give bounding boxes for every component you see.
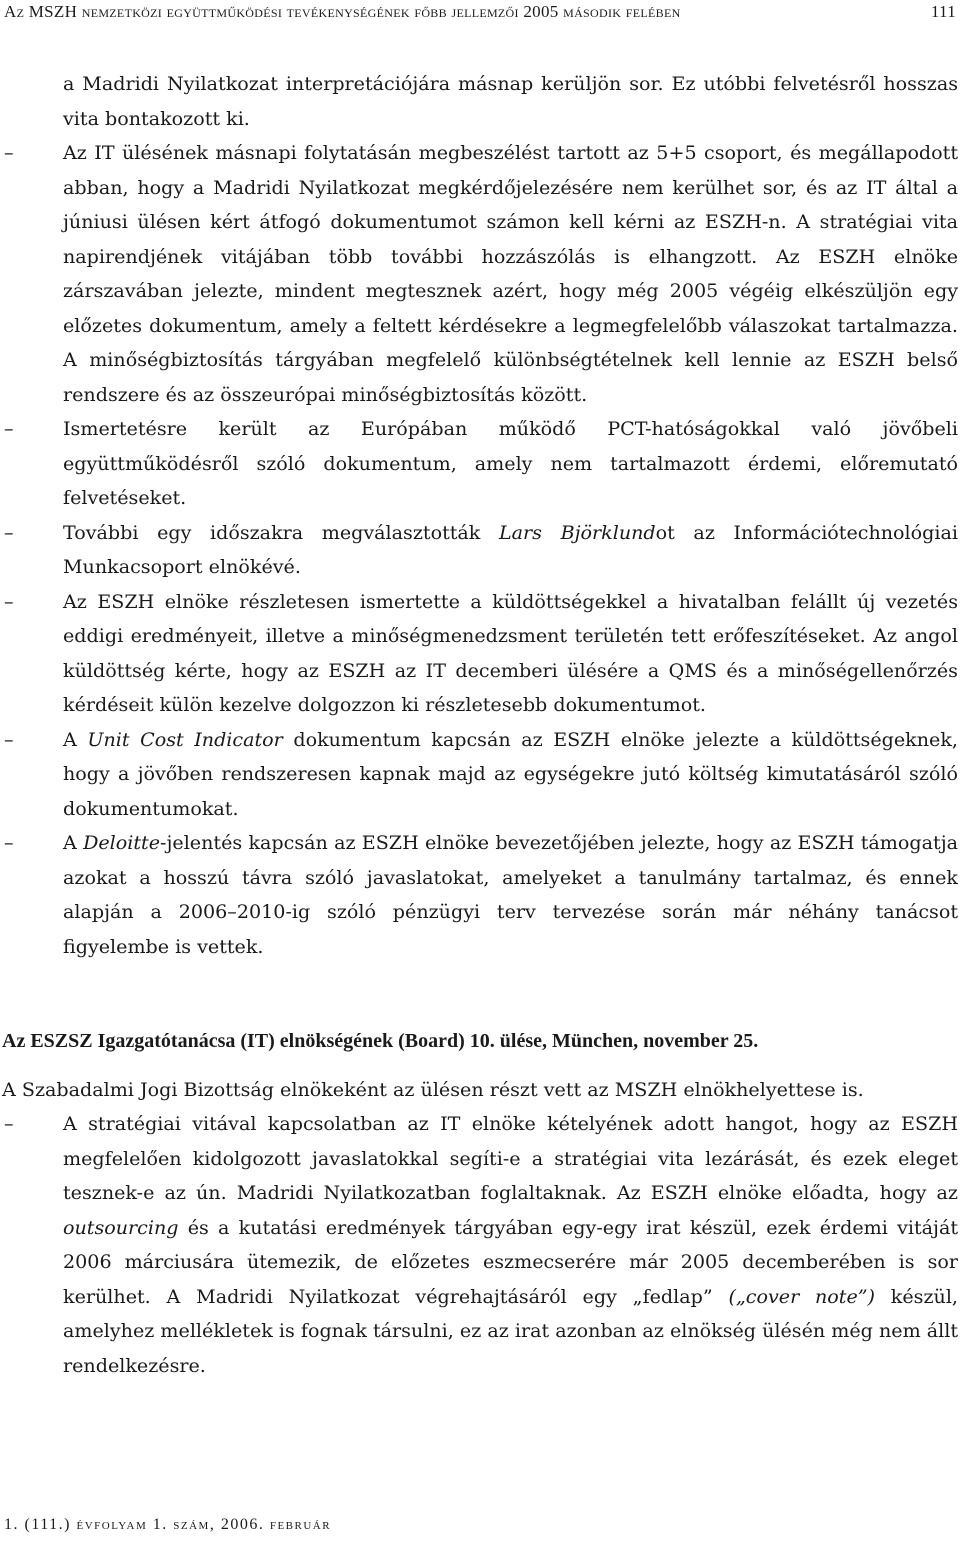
- text-run: A: [63, 831, 84, 854]
- list-item: [2, 136, 958, 412]
- dash-marker: –: [4, 417, 14, 440]
- running-header-title: Az MSZH nemzetközi együttműködési tevékenységének főbb jellemzői 2005 második felében: [4, 2, 681, 21]
- body-text: [2, 67, 958, 1383]
- list-item-text: [63, 723, 958, 827]
- continuation-paragraph: a Madridi Nyilatkozat interpretációjára másnap kerüljön sor. Ez utóbbi felvetésről hosszas vita bontakozott ki.: [63, 72, 958, 130]
- text-run: A stratégiai vitával kapcsolatban az IT elnöke kételyének adott hangot, hogy az ESZH megfelelően kidolgozott javaslatokkal segíti-e a stratégiai vita lezárását, és ezek eleget tesznek-e az ún. Madridi Nyilatkozatban foglaltaknak. Az ESZH elnöke előadta, hogy az: [63, 1112, 958, 1204]
- list-item-text: [63, 826, 958, 964]
- text-run: További egy időszakra megválasztották: [63, 520, 499, 544]
- list-item: [2, 1107, 958, 1383]
- italic-term: outsourcing: [63, 1215, 179, 1239]
- dash-marker: –: [4, 141, 14, 164]
- list-item-text: [63, 1107, 958, 1383]
- text-run: és a kutatási eredmények tárgyában egy-egy irat készül, ezek érdemi vitáját 2006 márciusára ütemezik, de előzetes eszmecserére már 2005 decemberében is sor kerülhet. A Madridi Nyilatkozat végrehajtásáról egy „fedlap”: [63, 1215, 958, 1308]
- dash-marker: –: [4, 520, 14, 544]
- italic-term: Deloitte: [83, 831, 161, 854]
- list-item-text: Az IT ülésének másnapi folytatásán megbeszélést tartott az 5+5 csoport, és megállapodott abban, hogy a Madridi Nyilatkozat megkérdőjelezésére nem kerülhet sor, és az IT által a júniusi ülésen kért átfogó dokumentumot számon kell kérni az ESZH-n. A stratégiai vita napirendjének vitájában több további hozzászólás is elhangzott. Az ESZH elnöke zárszavában jelezte, mindent megtesznek azért, hogy még 2005 végéig elkészüljön egy előzetes dokumentum, amely a feltett kérdésekre a legmegfelelőbb válaszokat tartalmazza. A minőségbiztosítás tárgyában megfelelő különbségtételnek kell lennie az ESZH belső rendszere és az összeurópai minőségbiztosítás között.: [63, 141, 958, 406]
- list-item-text: Ismertetésre került az Európában működő PCT-hatóságokkal való jövőbeli együttműködésről szóló dokumentum, amely nem tartalmazott érdemi, előremutató felvetéseket.: [63, 417, 958, 509]
- list-item: [2, 723, 958, 827]
- dash-marker: –: [4, 1112, 14, 1135]
- list-item: [2, 585, 958, 723]
- intro-paragraph: A Szabadalmi Jogi Bizottság elnökeként az ülésen részt vett az MSZH elnökhelyettese is.: [2, 1077, 864, 1101]
- italic-name: Lars Björklund: [498, 520, 656, 544]
- dash-marker: –: [4, 589, 14, 613]
- text-run: A: [63, 727, 88, 751]
- list-item-text: [63, 516, 958, 585]
- text-run: dokumentum kapcsán az ESZH elnöke jelezte a küldöttségeknek, hogy a jövőben rendszeresen kapnak majd az egységekre jutó költség kimutatásáról szóló dokumentumokat.: [63, 727, 958, 820]
- dash-marker: –: [4, 831, 14, 854]
- list-item-text: Az ESZH elnöke részletesen ismertette a küldöttségekkel a hivatalban felállt új vezetés eddigi eredményeit, illetve a minőségmenedzsment területén tett erőfeszítéseket. Az angol küldöttség kérte, hogy az ESZH az IT decemberi ülésére a QMS és a minőségellenőrzés kérdéseit külön kezelve dolgozzon ki részletesebb dokumentumot.: [63, 589, 958, 716]
- page-number: 111: [930, 2, 956, 21]
- list-item: [2, 412, 958, 516]
- text-run: készül, amelyhez mellékletek is fognak társulni, ez az irat azonban az elnökség ülésén még nem állt rendelkezésre.: [63, 1284, 959, 1377]
- section-heading: Az ESZSZ Igazgatótanácsa (IT) elnökségének (Board) 10. ülése, München, november 25.: [2, 1030, 759, 1052]
- list-item: [2, 826, 958, 964]
- list-item: [2, 516, 958, 585]
- italic-term: („cover note”): [728, 1284, 875, 1308]
- running-header: [0, 2, 960, 28]
- dash-marker: –: [4, 727, 14, 751]
- running-footer: 1. (111.) évfolyam 1. szám, 2006. február: [4, 1516, 332, 1533]
- text-run: ot az Információtechnológiai Munkacsoport elnökévé.: [63, 520, 958, 578]
- text-run: -jelentés kapcsán az ESZH elnöke bevezetőjében jelezte, hogy az ESZH támogatja azokat a hosszú távra szóló javaslatokat, amelyeket a tanulmány tartalmaz, és ennek alapján a 2006–2010-ig szóló pénzügyi terv tervezése során már néhány tanácsot figyelembe is vettek.: [63, 831, 958, 958]
- italic-term: Unit Cost Indicator: [87, 727, 283, 751]
